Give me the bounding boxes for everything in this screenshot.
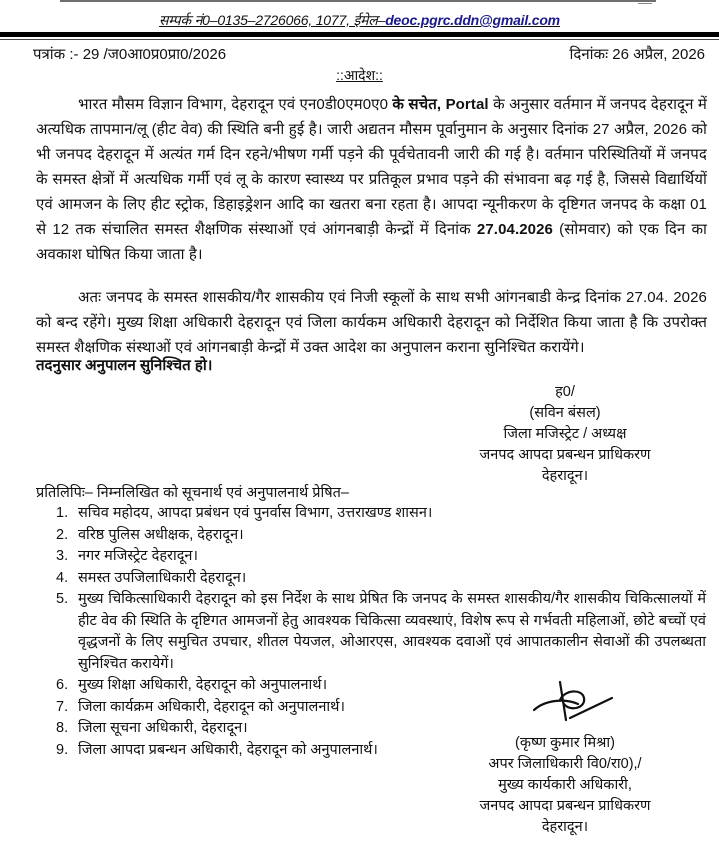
signed-mark: ह0/ xyxy=(555,384,575,400)
contact-text: सम्पर्क नं0–0135–2726066, 1077, ईमेल– xyxy=(159,12,386,28)
paragraph-text: भारत मौसम विज्ञान विभाग, देहरादून एवं एन0डी0एम0ए0 xyxy=(78,96,393,113)
list-text: मुख्य चिकित्साधिकारी देहरादून को इस निर्देश के साथ प्रेषित कि जनपद के समस्त शासकीय/गैर शासकीय चिकित्सालयों में हीट वेव की स्थिति के दृष्टिगत आमजनों हेतु आवश्यक चिकित्सा व्यवस्थाएं, विशेष रूप से गर्भवती महिलाओं, छोटे बच्चों एवं वृद्धजनों के लिए समुचित उपचार, शीतल पेयजल, ओआरएस, आवश्यक दवाओं एवं आपातकालीन सेवाओं की उपलब्धता सुनिश्चित करायेगें। xyxy=(78,591,706,672)
list-text: समस्त उपजिलाधिकारी देहरादून। xyxy=(78,569,247,586)
order-paragraph-1 xyxy=(36,92,707,267)
signatory-place: देहरादून। xyxy=(541,819,589,835)
signatory-role: मुख्य कार्यकारी अधिकारी, xyxy=(498,777,632,793)
closing-line: तदनुसार अनुपालन सुनिश्चित हो। xyxy=(36,357,213,374)
list-text: नगर मजिस्ट्रेट देहरादून। xyxy=(78,548,198,564)
signatory-1-block xyxy=(440,382,690,487)
reference-number: पत्रांक :- 29 /ज0आ0प्र0प्रा0/2026 xyxy=(33,46,227,63)
list-number: 8. xyxy=(56,720,69,736)
list-item xyxy=(56,568,706,590)
list-text: वरिष्ठ पुलिस अधीक्षक, देहरादून। xyxy=(78,526,244,543)
list-text: सचिव महोदय, आपदा प्रबंधन एवं पुनर्वास विभाग, उत्तराखण्ड शासन। xyxy=(78,505,433,521)
list-number: 4. xyxy=(56,569,69,586)
order-paragraph-2: अतः जनपद के समस्त शासकीय/गैर शासकीय एवं निजी स्कूलों के साथ सभी आंगनबाडी केन्द्र दिनांक 27.04. 2026 को बन्द रहेंगे। मुख्य शिक्षा अधिकारी देहरादून एवं जिला कार्यकम अधिकारी देहरादून को निर्देशित किया जाता है कि उपरोक्त समस्त शैक्षणिक संस्थाओं एवं आंगनबाड़ी केन्द्रों में उक्त आदेश का अनुपालन कराना सुनिश्चित करायेंगे। xyxy=(36,289,707,356)
list-number: 3. xyxy=(56,548,69,564)
list-item xyxy=(56,503,706,525)
list-text: जिला आपदा प्रबन्धन अधिकारी, देहरादून को अनुपालनार्थ। xyxy=(78,741,378,758)
list-number: 9. xyxy=(56,741,69,758)
paragraph-text: के अनुसार वर्तमान में जनपद देहरादून में अत्यधिक तापमान/लू (हीट वेव) की स्थिति बनी हुई है। जारी अद्यतन मौसम पूर्वानुमान के अनुसार दिनांक 27 अप्रैल, 2026 को भी जनपद देहरादून में अत्यंत गर्म दिन रहने/भीषण गर्मी पड़ने की पूर्वचेतावनी जारी की गई है। वर्तमान परिस्थितियों में जनपद के समस्त क्षेत्रों में अत्यधिक गर्मी एवं लू के कारण स्वास्थ्य पर प्रतिकूल प्रभाव पड़ने की संभावना बढ़ गई है, जिससे विद्यार्थियों एवं आमजन के लिए हीट स्ट्रोक, डिहाइड्रेशन आदि का खतरा बना रहता है। आपदा न्यूनीकरण के दृष्टिगत जनपद के कक्षा 01 से 12 तक संचालित समस्त शैक्षणिक संस्थाओं एवं आंगनबाड़ी केन्द्रों में दिनांक xyxy=(36,96,708,238)
signatory-designation: जिला मजिस्ट्रेट / अध्यक्ष xyxy=(503,426,627,442)
signatory-2-block xyxy=(430,733,700,838)
list-text: जिला सूचना अधिकारी, देहरादून। xyxy=(78,720,248,736)
letterhead-mark xyxy=(638,0,652,4)
signatory-authority: जनपद आपदा प्रबन्धन प्राधिकरण xyxy=(479,447,651,463)
list-number: 6. xyxy=(56,677,69,693)
header-divider-thin xyxy=(0,39,719,40)
holiday-date: 27.04.2026 xyxy=(476,221,553,238)
list-number: 2. xyxy=(56,526,69,543)
list-text: जिला कार्यक्रम अधिकारी, देहरादून को अनुपालनार्थ। xyxy=(78,698,345,715)
signatory-authority: जनपद आपदा प्रबन्धन प्राधिकरण xyxy=(479,798,651,814)
list-item xyxy=(56,589,706,675)
paragraph-text: (सोमवार) को एक दिन का अवकाश घोषित किया जाता है। xyxy=(36,221,707,263)
letter-date: दिनांकः 26 अप्रैल, 2026 xyxy=(569,46,705,63)
copy-to-heading: प्रतिलिपिः– निम्नलिखित को सूचनार्थ एवं अनुपालनार्थ प्रेषित– xyxy=(36,485,349,501)
list-text: मुख्य शिक्षा अधिकारी, देहरादून को अनुपालनार्थ। xyxy=(78,677,328,693)
handwritten-signature xyxy=(520,670,620,725)
list-number: 7. xyxy=(56,698,69,715)
letterhead-top-rule xyxy=(60,0,656,2)
signatory-designation: अपर जिलाधिकारी वि0/रा0),/ xyxy=(488,756,642,772)
order-title-text: ::आदेश:: xyxy=(336,67,383,83)
signatory-name: (कृष्ण कुमार मिश्रा) xyxy=(515,735,615,751)
order-title xyxy=(0,66,719,85)
list-item xyxy=(56,525,706,547)
contact-line xyxy=(0,11,719,30)
signatory-place: देहरादून। xyxy=(541,468,589,484)
list-item xyxy=(56,546,706,568)
list-number: 5. xyxy=(56,591,69,607)
paragraph-bold-text: के सचेत, Portal xyxy=(392,96,489,113)
header-divider-thick xyxy=(0,32,719,37)
email-link[interactable]: deoc.pgrc.ddn@gmail.com xyxy=(385,12,560,28)
signatory-name: (सविन बंसल) xyxy=(529,405,601,421)
list-number: 1. xyxy=(56,505,69,521)
